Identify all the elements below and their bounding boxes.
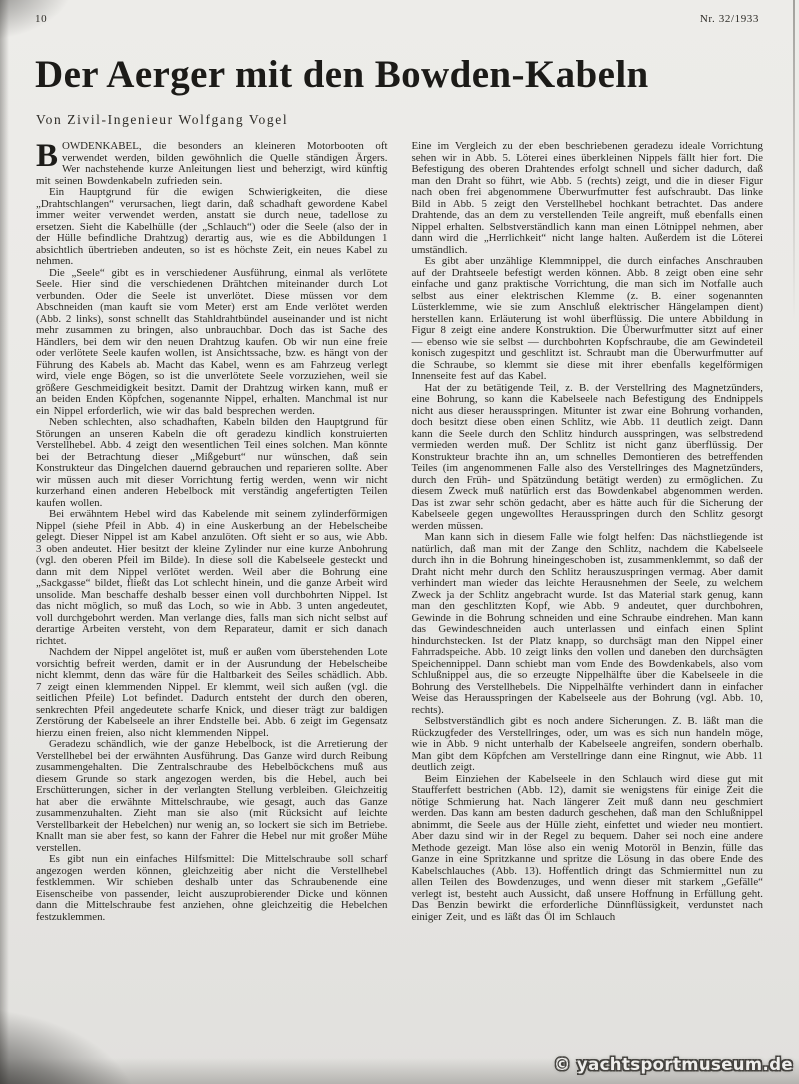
paragraph — [36, 141, 388, 187]
right-column — [412, 141, 764, 1045]
paragraph: Eine im Vergleich zu der eben beschriebenen geradezu ideale Vorrichtung sehen wir in Abb. 5. Löterei eines überkleinen Nippels fällt hier fort. Die Befestigung des oberen Drahtendes erfolgt schnell und sicher dadurch, daß man den Draht so führt, wie Abb. 5 (rechts) zeigt, und die in dieser Figur nach oben frei abgenommene Überwurfmutter fest aufschraubt. Das linke Bild in Abb. 5 zeigt den Verstellhebel hochkant betrachtet. Das andere Drahtende, das an dem zu verstellenden Teile angreift, muß ebenfalls einen Nippel erhalten. Selbstverständlich kann man einen Lötnippel nehmen, aber dann wird die „Herrlichkeit“ nicht lange halten. Außerdem ist die Löterei umständlich. — [411, 141, 763, 256]
paragraph: Neben schlechten, also schadhaften, Kabeln bilden den Hauptgrund für Störungen an unseren Kabeln die oft geradezu kindlich konstruierten Verstellhebel. Abb. 4 zeigt den wesentlichen Teil eines solchen. Man könnte bei der Betrachtung dieser „Mißgeburt“ nur wünschen, daß sein Konstrukteur das Dingelchen dauernd gebrauchen und reparieren sollte. Aber wir müssen auch mit dieser Vorrichtung fertig werden, wenn wir nicht kurzerhand einen anderen Hebelbock mit verständig angefertigten Teilen kaufen wollen. — [36, 416, 388, 509]
article-title: Der Aerger mit den Bowden-Kabeln — [35, 53, 649, 96]
issue-number: Nr. 32/1933 — [699, 13, 759, 25]
drop-cap: B — [36, 141, 59, 174]
paragraph-text: OWDENKABEL, die besonders an kleineren Motorbooten oft verwendet werden, bilden gewöhnlich die Quelle ständigen Ärgers. Wer nachstehende kurze Anleitungen liest und beherzigt, wird künftig mit seinen Bowdenkabeln zufrieden sein. — [36, 141, 388, 187]
watermark: © yachtsportmuseum.de — [553, 1055, 793, 1074]
page-number: 10 — [35, 13, 48, 25]
page-header — [0, 0, 799, 25]
scan-edge-line — [793, 0, 795, 320]
paragraph: Selbstverständlich gibt es noch andere Sicherungen. Z. B. läßt man die Rückzugfeder des Verstellringes, oder, um was es sich nun handeln möge, wie in Abb. 9 nicht unterhalb der Kabelseele angreifen, sondern oberhalb. Man gibt dem Köpfchen am Verstellringe dann eine Ringnut, wie Abb. 11 deutlich zeigt. — [411, 715, 763, 773]
paragraph: Man kann sich in diesem Falle wie folgt helfen: Das nächstliegende ist natürlich, daß man mit der Zange den Schlitz, nachdem die Kabelseele durch ihn in die Bohrung hineingeschoben ist, zusammenklemmt, so daß der Draht nicht mehr durch den Schlitz herauszuspringen vermag. Aber damit verhindert man wieder das leichte Herausnehmen der Seele, zu welchem Zweck ja der Schlitz angebracht wurde. Ist das Material stark genug, kann man den geschlitzten Kopf, wie Abb. 9 andeutet, quer durchbohren, Gewinde in die Bohrung schneiden und eine Schraube eindrehen. Man kann das Gewindeschneiden auch unterlassen und einfach einen Splint hindurchstecken. Ist der Platz knapp, so durchsägt man den Nippel einer Fahrradspeiche. Abb. 10 zeigt links den vollen und daneben den durchsägten Speichennippel. Dann schiebt man vom Ende des Bowdenkabels, also vom Schlußnippel aus, die so erzeugte Nippelhälfte über die Kabelseele in die Bohrung des Verstellhebels. Die Nippelhälfte verhindert dann in einfacher Weise das Herausspringen der Kabelseele aus der Bohrung (vgl. Abb. 10, rechts). — [411, 531, 763, 716]
paragraph: Ein Hauptgrund für die ewigen Schwierigkeiten, die diese „Drahtschlangen“ verursachen, liegt darin, daß schadhaft gewordene Kabel immer weiter verwendet werden, anstatt sie durch neue, tadellose zu ersetzen. Sieht die Kabelhülle (der „Schlauch“) oder die Seele (also der in der Hülle befindliche Drahtzug) derartig aus, wie es die Abbildungen 1 absichtlich übertrieben andeuten, so ist es höchste Zeit, ein neues Kabel zu nehmen. — [36, 186, 388, 267]
paragraph: Geradezu schändlich, wie der ganze Hebelbock, ist die Arretierung der Verstellhebel bei der erwähnten Ausführung. Das Ganze wird durch Reibung zusammengehalten. Die Zentralschraube des Hebelböckchens muß aus diesem Grunde so stark angezogen werden, bis die Hebel, auch bei Erschütterungen, sicher in der verlangten Stellung verbleiben. Gleichzeitig hat aber die erwähnte Mittelschraube, wie gesagt, auch das Ganze zusammenzuhalten. Zieht man sie also (mit Rücksicht auf leichte Verstellbarkeit der Hebelchen) nur wenig an, so lockert sie sich im Betriebe. Knallt man sie aber fest, so kann der Fahrer die Hebel nur mit großer Mühe verstellen. — [36, 738, 388, 854]
paragraph: Es gibt nun ein einfaches Hilfsmittel: Die Mittelschraube soll scharf angezogen werden können, gleichzeitig aber nicht die Verstellhebel festklemmen. Wir schieben deshalb unter das Schraubenende eine Eisenscheibe von passender, leicht auszuprobierender Dicke und können dann die Mittelschraube fest anziehen, ohne gleichzeitig die Hebelchen festzuklemmen. — [36, 853, 388, 923]
paragraph: Hat der zu betätigende Teil, z. B. der Verstellring des Magnetzünders, eine Bohrung, so kann die Kabelseele nach Befestigung des Endnippels nicht aus dieser herausspringen. Mitunter ist zwar eine Bohrung vorhanden, doch besitzt diese oben einen Schlitz, wie Abb. 11 deutlich zeigt. Dann kann die Seele durch den Schlitz hindurch ausspringen, was selbstredend vermieden werden muß. Der Schlitz ist nicht ganz überflüssig. Der Konstrukteur brachte ihn an, um schnelles Demontieren des betreffenden Teiles (im angenommenen Falle also des Verstellringes des Magnetzünders, durch den Früh- und Spätzündung betätigt werden) zu ermöglichen. Zu diesem Zweck muß natürlich erst das Bowdenkabel abgenommen werden. Das ist zwar sehr schön gedacht, aber es hätte auch für die Sicherung der Kabelseele gegen ungewolltes Herausspringen durch den Schlitz gesorgt werden müssen. — [411, 381, 763, 532]
paragraph: Es gibt aber unzählige Klemmnippel, die durch einfaches Anschrauben auf der Drahtseele befestigt werden können. Abb. 8 zeigt oben eine sehr einfache und ganz praktische Vorrichtung, die man sich im Notfalle auch selbst aus einer elektrischen Klemme (z. B. einer sogenannten Lüsterklemme, wie sie zum Anschluß elektrischer Hängelampen dient) herstellen kann. Erläuterung ist wohl überflüssig. Die untere Abbildung in Figur 8 zeigt eine andere Konstruktion. Die Überwurfmutter sitzt auf einer — ebenso wie sie selbst — durchbohrten Kopfschraube, die am Gewindeteil konisch zugespitzt und geschlitzt ist. Schraubt man die Überwurfmutter auf die Schraube, so klemmt sie diese mit ihrer ebenfalls kegelförmigen Innenseite fest auf das Kabel. — [411, 255, 763, 382]
paragraph: Nachdem der Nippel angelötet ist, muß er außen vom überstehenden Lote vorsichtig befreit werden, damit er in der Ausrundung der Hebelscheibe nicht klemmt, denn das wäre für die Haltbarkeit des Seiles schädlich. Abb. 7 zeigt einen klemmenden Nippel. Er klemmt, weil sich außen (vgl. die seitlichen Pfeile) Lot befindet. Dadurch entsteht der durch den oberen, senkrechten Pfeil angedeutete scharfe Knick, und dieser trägt zur baldigen Zerstörung der Kabelseele an ihrer Endstelle bei. Abb. 6 zeigt im Gegensatz hierzu einen freien, also nicht klemmenden Nippel. — [36, 646, 388, 739]
article-byline: Von Zivil-Ingenieur Wolfgang Vogel — [36, 112, 289, 127]
article-body — [36, 141, 763, 1045]
left-column — [36, 141, 388, 1045]
paragraph: Beim Einziehen der Kabelseele in den Schlauch wird diese gut mit Staufferfett bestrichen (Abb. 12), damit sie wenigstens für einige Zeit die nötige Schmierung hat. Nach längerer Zeit muß dann neu geschmiert werden. Das kann am besten dadurch geschehen, daß man den Schlußnippel abnimmt, die Seele aus der Hülle zieht, einfettet und wieder neu montiert. Aber dazu sind wir in der Regel zu bequem. Daher sei noch eine andere Methode gezeigt. Man löse also ein wenig Motoröl in Benzin, fülle das Ganze in eine Spritzkanne und spritze die Lösung in das obere Ende des Kabelschlauches (Abb. 13). Hoffentlich dringt das Schmiermittel nun zu allen Teilen des Bowdenzuges, und wenn dieser mit starkem „Gefälle“ verlegt ist, besteht auch Aussicht, daß unsere Hoffnung in Erfüllung geht. Das Benzin bewirkt die erforderliche Dünnflüssigkeit, verdunstet nach einiger Zeit, und es läßt das Öl im Schlauch — [411, 772, 763, 923]
paragraph: Bei erwähntem Hebel wird das Kabelende mit seinem zylinderförmigen Nippel (siehe Pfeil in Abb. 4) in eine Auskerbung an der Hebelscheibe gelegt. Dieser Nippel ist am Kabel anzulöten. Oft sieht er so aus, wie Abb. 3 oben andeutet. Hier besitzt der kleine Zylinder nur eine kurze Anbohrung (vgl. den oberen Pfeil im Bilde). In diese soll die Kabelseele gesteckt und dann mit dem Nippel verlötet werden. Weil aber die Bohrung eine „Sackgasse“ bildet, fließt das Lot schlecht hinein, und die ganze Arbeit wird unsolide. Man beschaffe deshalb besser einen voll durchbohrten Nippel. Ist das nicht möglich, so muß das Loch, so wie in Abb. 3 unten angedeutet, voll durchgebohrt werden. Man verlange dies, falls man sich nicht selbst auf derartige Arbeiten versteht, von dem Reparateur, damit er sich danach richtet. — [36, 508, 388, 647]
paragraph: Die „Seele“ gibt es in verschiedener Ausführung, einmal als verlötete Seele. Hier sind die verschiedenen Drähtchen miteinander durch Lot verbunden. Oder die Seele ist unverlötet. Diese müssen vor dem Abschneiden (man kauft sie vom Meter) erst am Ende verlötet werden (Abb. 2 links), sonst schnellt das Stahldrahtbündel auseinander und ist nicht mehr zusammen zu bringen, also unbrauchbar. Doch das ist Sache des Händlers, bei dem wir den neuen Drahtzug kaufen. Ob wir nun eine freie oder verlötete Seele kaufen wollen, ist Ansichtssache, bzw. es hängt von der Führung des Kabels ab. Macht das Kabel, wenn es am Fahrzeug verlegt wird, viele enge Bögen, so ist die unverlötete Seele vorzuziehen, weil sie größere Geschmeidigkeit besitzt. Damit der Drahtzug wirken kann, muß er an beiden Enden Köpfchen, sogenannte Nippel, erhalten. Manchmal ist nur ein Nippel erforderlich, wie wir das bald besprechen werden. — [36, 266, 388, 417]
